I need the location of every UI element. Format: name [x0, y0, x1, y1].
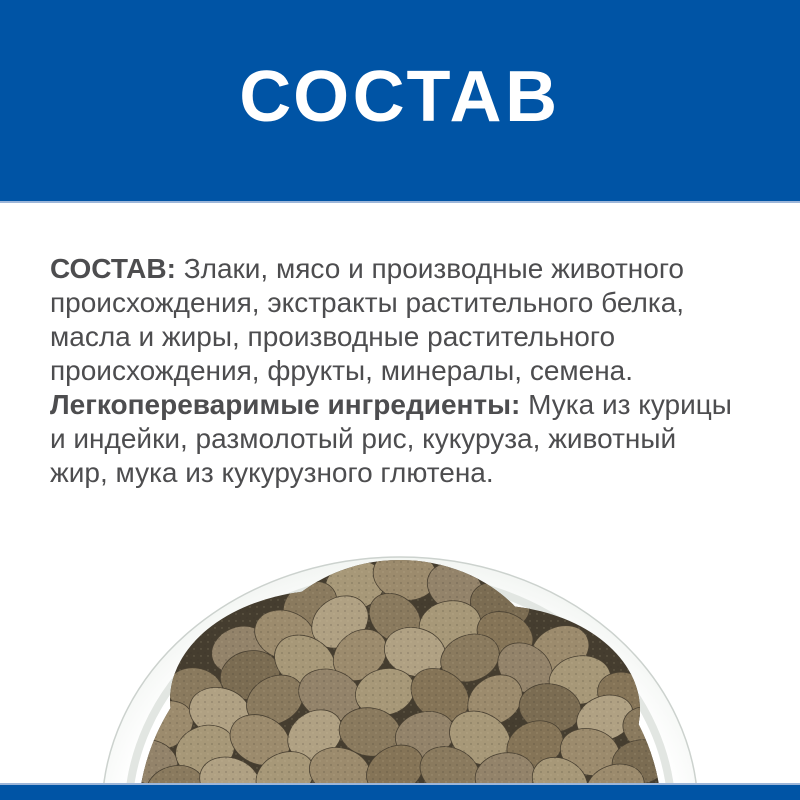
kibble-pile: [100, 545, 700, 800]
composition-line: происхождения, фрукты, минералы, семена.: [50, 355, 634, 386]
composition-line: происхождения, экстракты растительного белка,: [50, 287, 685, 318]
composition-text: [50, 252, 770, 490]
composition-line: Легкопереваримые ингредиенты: Мука из курицы: [50, 389, 732, 420]
kibble-bowl-photo: [0, 540, 800, 800]
composition-line: жир, мука из кукурузного глютена.: [50, 457, 494, 488]
footer-strip: [0, 783, 800, 800]
composition-section: [50, 252, 770, 490]
composition-line: СОСТАВ: Злаки, мясо и производные животного: [50, 253, 684, 284]
composition-line: и индейки, размолотый рис, кукуруза, животный: [50, 423, 677, 454]
header-banner: [0, 0, 800, 203]
composition-line: масла и жиры, производные растительного: [50, 321, 616, 352]
page-title: СОСТАВ: [239, 56, 561, 137]
